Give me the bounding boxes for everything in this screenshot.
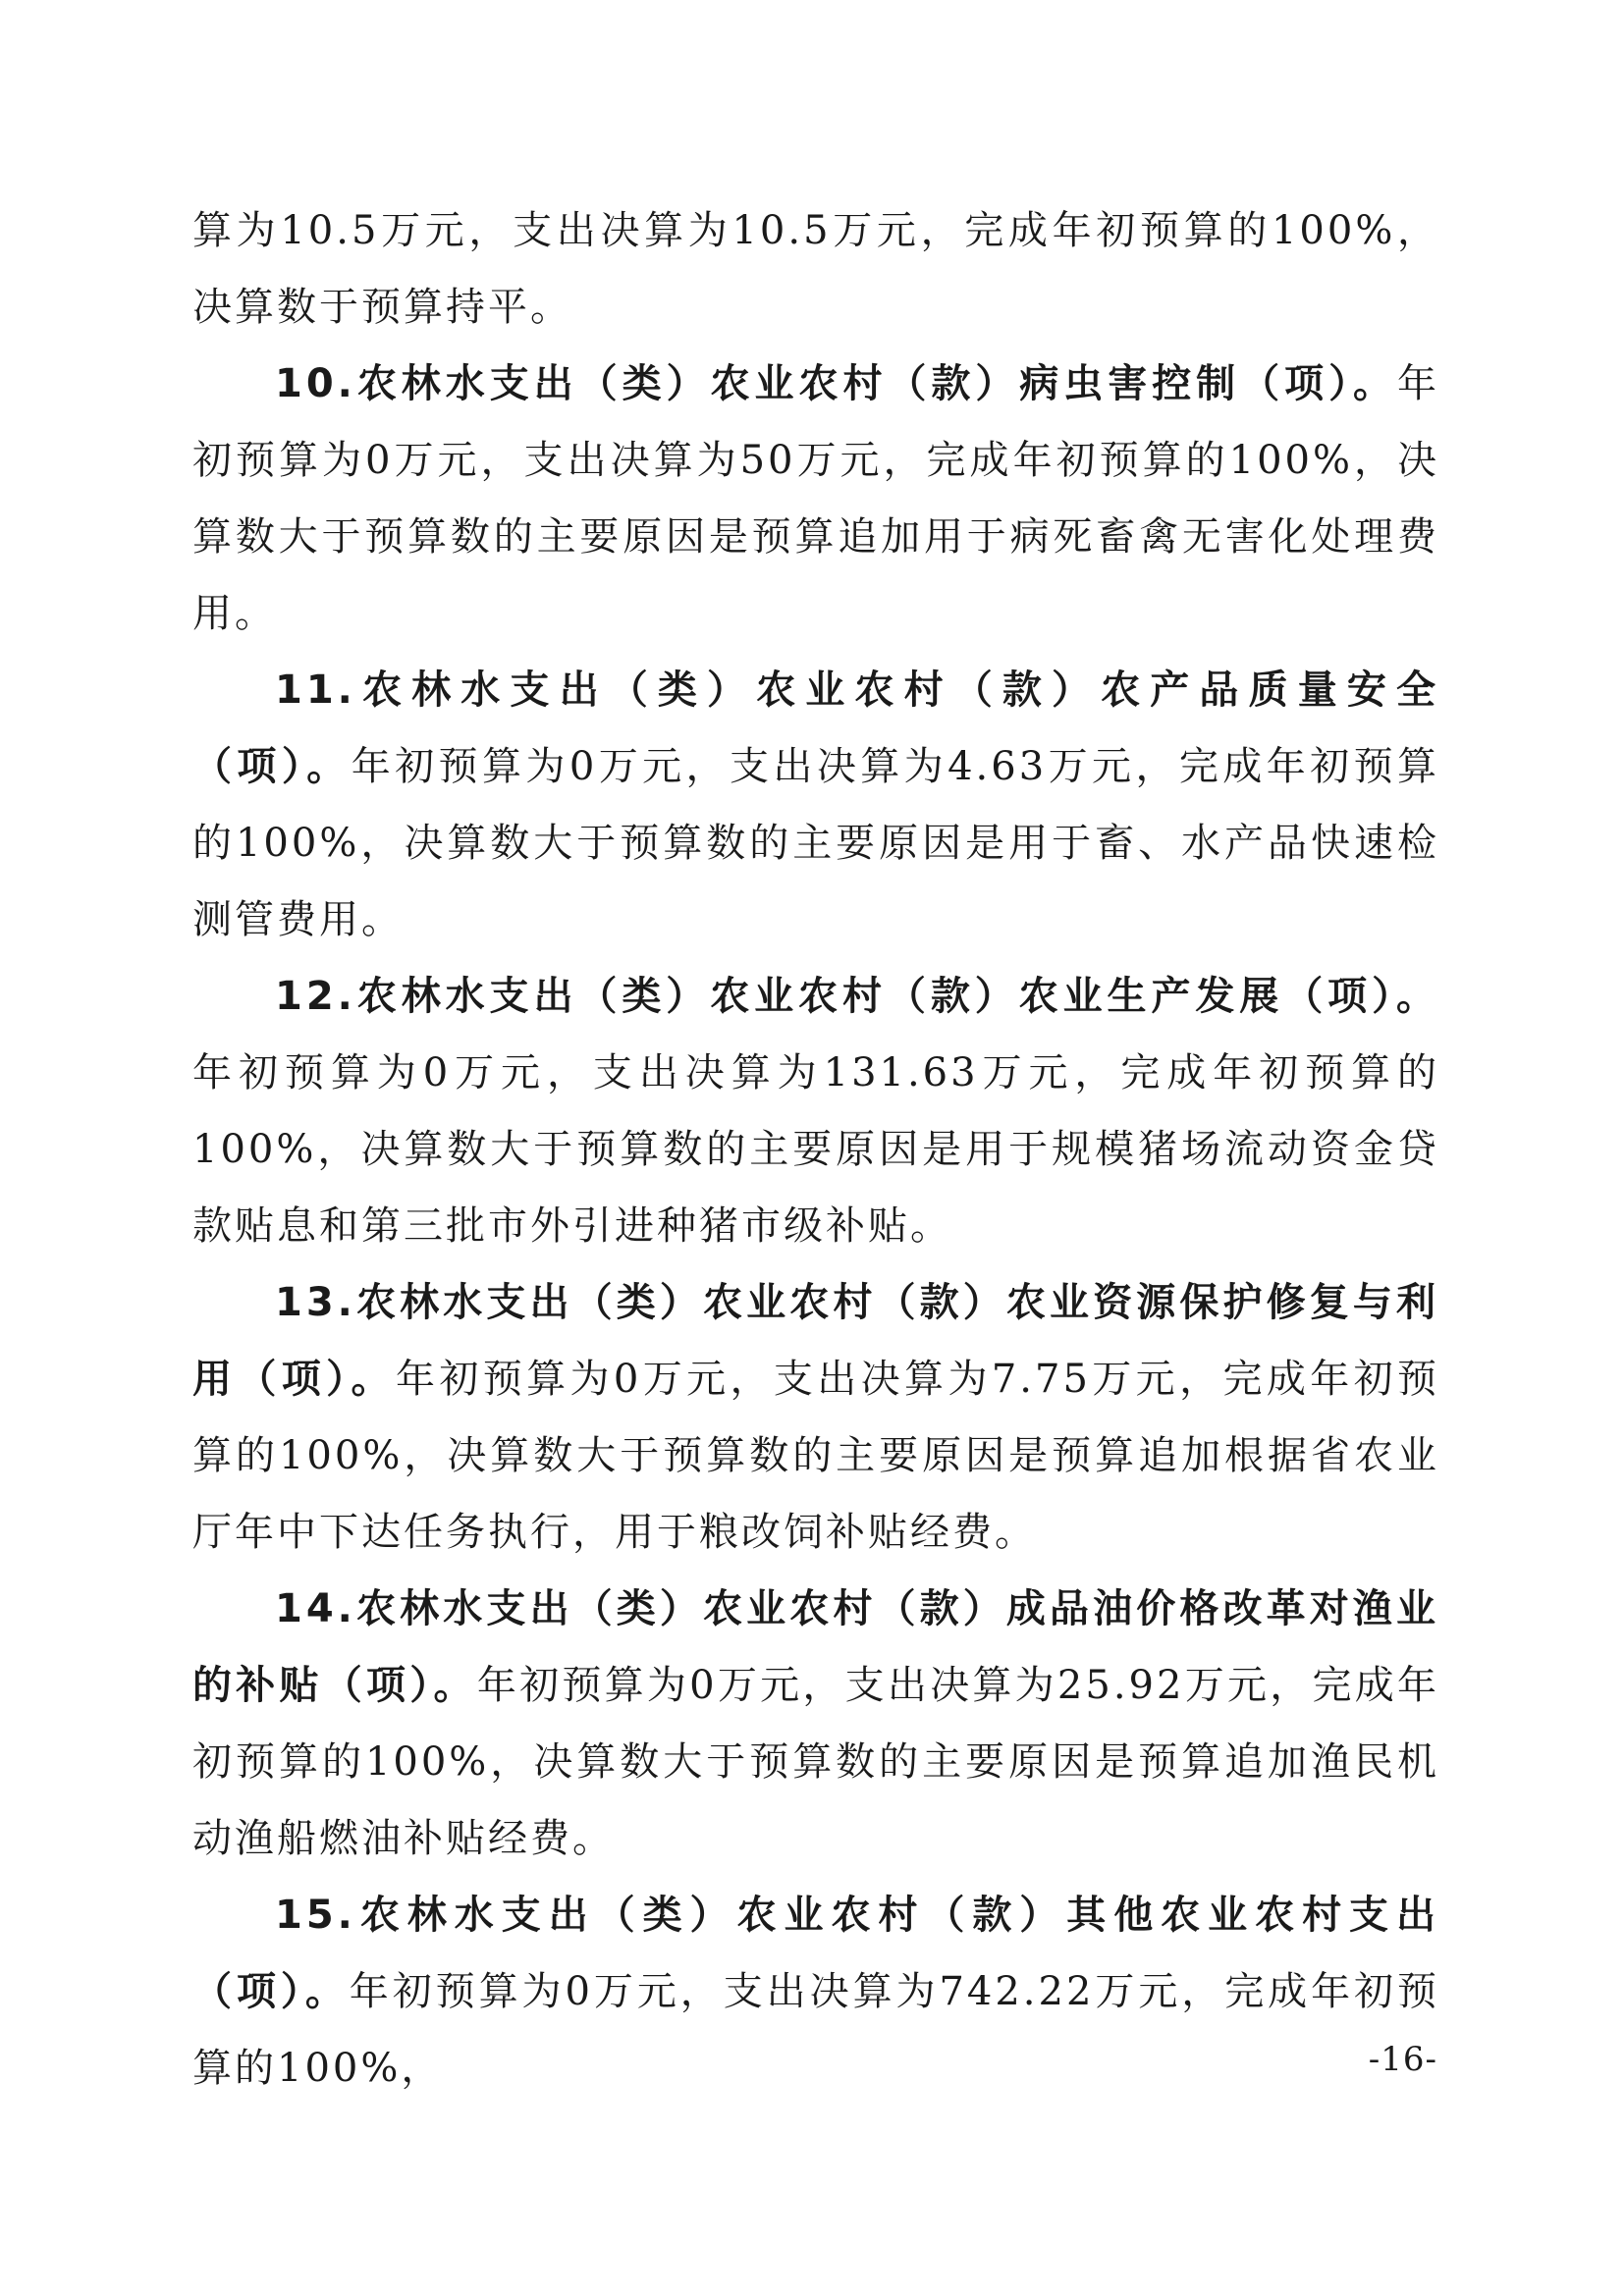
item-heading-10: 10.农林水支出（类）农业农村（款）病虫害控制（项）。 [275,361,1397,406]
item-body-10: 年初预算为0万元，支出决算为50万元，完成年初预算的100%，决算数大于预算数的主要原因是预算追加用于病死畜禽无害化处理费用。 [192,361,1439,636]
document-page [192,192,1439,2107]
item-paragraph-14 [192,1571,1439,1877]
item-body-15: 年初预算为0万元，支出决算为742.22万元，完成年初预算的100%， [192,1969,1439,2091]
continuation-paragraph [192,192,1439,346]
item-paragraph-11 [192,652,1439,958]
item-heading-15: 15.农林水支出（类）农业农村（款）其他农业农村支出（项）。 [192,1893,1439,2014]
page-number: -16- [1368,2040,1437,2079]
item-paragraph-13 [192,1264,1439,1571]
item-heading-13: 13.农林水支出（类）农业农村（款）农业资源保护修复与利用（项）。 [192,1280,1439,1402]
item-body-11: 年初预算为0万元，支出决算为4.63万元，完成年初预算的100%，决算数大于预算数的主要原因是用于畜、水产品快速检测管费用。 [192,744,1439,942]
item-body-13: 年初预算为0万元，支出决算为7.75万元，完成年初预算的100%，决算数大于预算数的主要原因是预算追加根据省农业厅年中下达任务执行，用于粮改饲补贴经费。 [192,1357,1440,1555]
item-heading-12: 12.农林水支出（类）农业农村（款）农业生产发展（项）。 [275,974,1439,1019]
continuation-text: 算为10.5万元，支出决算为10.5万元，完成年初预算的100%，决算数于预算持平。 [192,208,1439,330]
item-paragraph-12 [192,958,1439,1264]
item-paragraph-10 [192,346,1439,652]
item-body-14: 年初预算为0万元，支出决算为25.92万元，完成年初预算的100%，决算数大于预算数的主要原因是预算追加渔民机动渔船燃油补贴经费。 [192,1663,1439,1861]
item-paragraph-15 [192,1877,1439,2107]
item-body-12: 年初预算为0万元，支出决算为131.63万元，完成年初预算的100%，决算数大于预算数的主要原因是用于规模猪场流动资金贷款贴息和第三批市外引进种猪市级补贴。 [192,1050,1439,1249]
item-heading-14: 14.农林水支出（类）农业农村（款）成品油价格改革对渔业的补贴（项）。 [192,1586,1439,1708]
item-heading-11: 11.农林水支出（类）农业农村（款）农产品质量安全（项）。 [192,667,1439,789]
